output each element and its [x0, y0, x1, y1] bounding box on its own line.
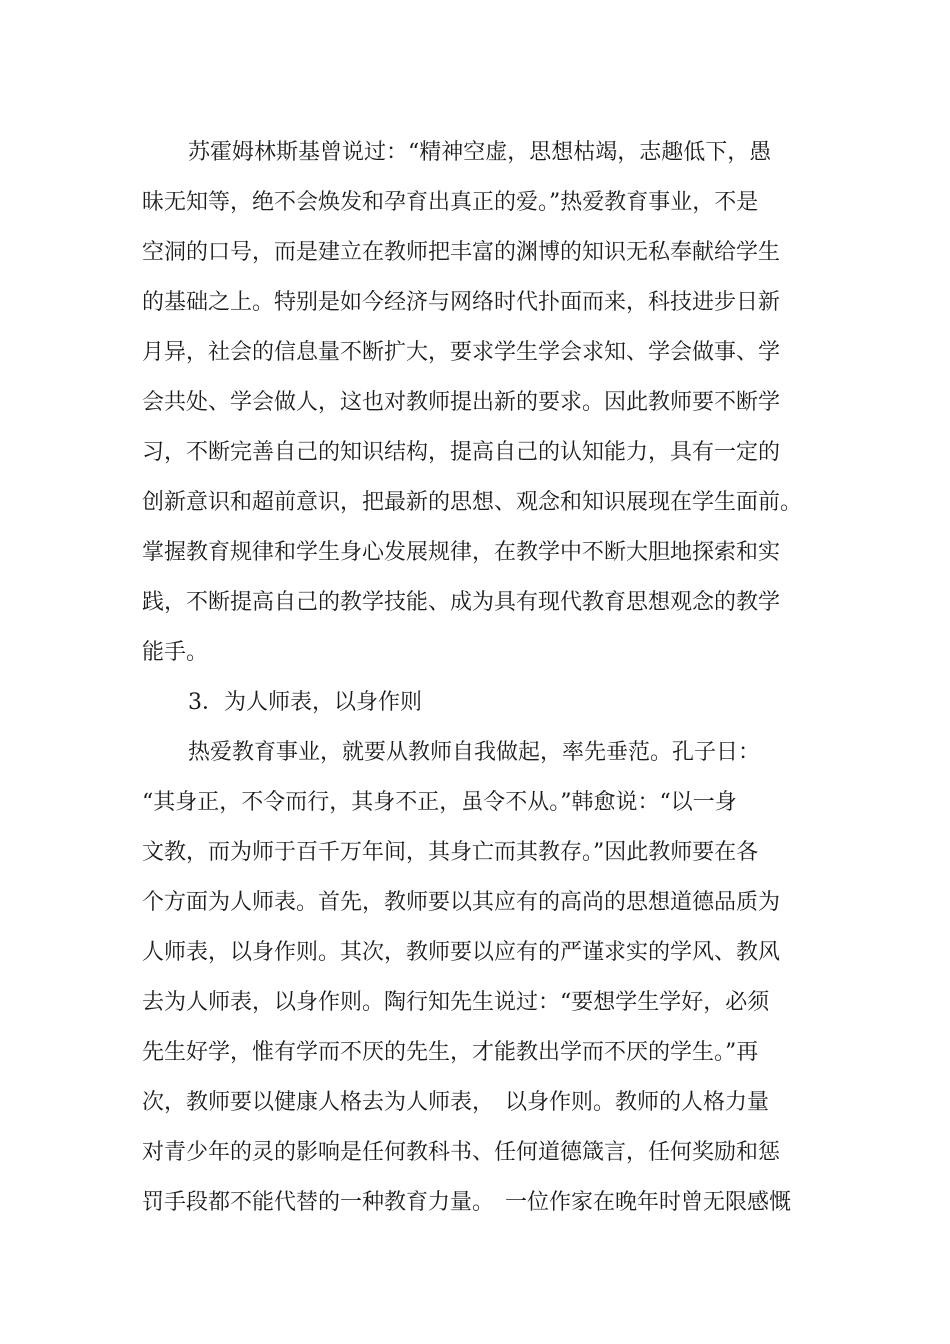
text-line: 先生好学，惟有学而不厌的先生，才能教出学而不厌的学生。”再	[142, 1040, 759, 1065]
text-line: 次，教师要以健康人格去为人师表， 以身作则。教师的人格力量	[142, 1090, 770, 1115]
text-line: 苏霍姆林斯基曾说过：“精神空虚，思想枯竭，志趣低下，愚	[188, 140, 772, 165]
text-line: 文教，而为师于百千万年间，其身亡而其教存。”因此教师要在各	[142, 840, 759, 865]
document-body	[142, 128, 832, 1228]
text-line: 的基础之上。特别是如今经济与网络时代扑面而来，科技进步日新	[142, 290, 781, 315]
text-line: 对青少年的灵的影响是任何教科书、任何道德箴言，任何奖励和惩	[142, 1140, 781, 1165]
text-line: 热爱教育事业，就要从教师自我做起，率先垂范。孔子日：	[188, 740, 761, 765]
text-line: 践，不断提高自己的教学技能、成为具有现代教育思想观念的教学	[142, 590, 781, 615]
text-line: 去为人师表，以身作则。陶行知先生说过：“要想学生学好，必须	[142, 990, 770, 1015]
text-line: 掌握教育规律和学生身心发展规律，在教学中不断大胆地探索和实	[142, 540, 781, 565]
text-line: “其身正，不令而行，其身不正，虽令不从。”韩愈说：“以一身	[142, 790, 737, 815]
paragraph-2	[142, 728, 832, 1228]
paragraph-1	[142, 128, 832, 678]
text-line: 昧无知等，绝不会焕发和孕育出真正的爱。”热爱教育事业，不是	[142, 190, 759, 215]
section-heading: 3．为人师表，以身作则	[188, 690, 422, 715]
text-line: 人师表，以身作则。其次，教师要以应有的严谨求实的学风、教风	[142, 940, 781, 965]
text-line: 习，不断完善自己的知识结构，提高自己的认知能力，具有一定的	[142, 440, 781, 465]
text-line: 罚手段都不能代替的一种教育力量。 一位作家在晚年时曾无限感慨	[142, 1190, 792, 1215]
text-line: 会共处、学会做人，这也对教师提出新的要求。因此教师要不断学	[142, 390, 781, 415]
text-line: 空洞的口号，而是建立在教师把丰富的渊博的知识无私奉献给学生	[142, 240, 781, 265]
text-line: 能手。	[142, 640, 209, 665]
text-line: 创新意识和超前意识，把最新的思想、观念和知识展现在学生面前。	[142, 490, 803, 515]
text-line: 月异，社会的信息量不断扩大，要求学生学会求知、学会做事、学	[142, 340, 781, 365]
text-line: 个方面为人师表。首先，教师要以其应有的高尚的思想道德品质为	[142, 890, 781, 915]
